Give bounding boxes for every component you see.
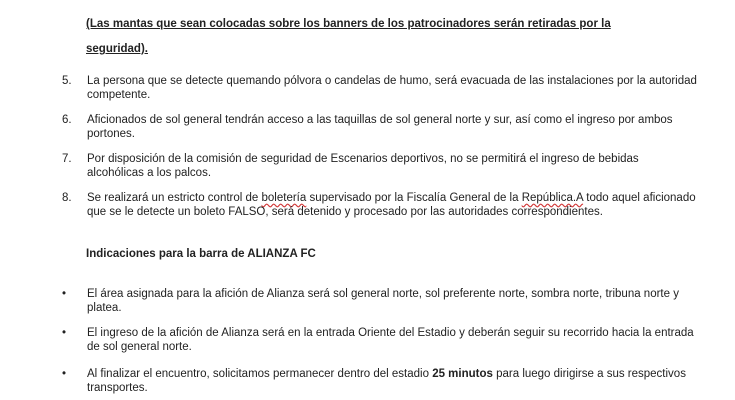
item-number: 5. — [62, 75, 72, 87]
spellcheck-word: boletería — [261, 192, 307, 204]
bullet-text: El ingreso de la afición de Alianza será en la entrada Oriente del Estadio y deberán seguir su recorrido hacia la entrada de sol general norte. — [87, 327, 694, 353]
spellcheck-word: República.A — [521, 192, 584, 204]
intro-line-1: (Las mantas que sean colocadas sobre los banners de los patrocinadores serán retiradas por la — [86, 18, 611, 30]
intro-note — [86, 12, 676, 62]
bullet-text-part: para luego dirigirse a sus respectivos transportes. — [87, 368, 686, 394]
bullet-symbol: • — [62, 327, 67, 339]
item-text: La persona que se detecte quemando pólvora o candelas de humo, será evacuada de las instalaciones por la autoridad competente. — [87, 75, 697, 101]
item-text-part: Se realizará un estricto control de — [87, 192, 262, 204]
item-text-part: supervisado por la Fiscalía General de la — [306, 192, 522, 204]
item-number: 6. — [62, 114, 72, 126]
bullet-text-part: Al finalizar el encuentro, solicitamos permanecer dentro del estadio — [87, 368, 433, 380]
intro-line-2: seguridad). — [86, 43, 148, 55]
item-text: Aficionados de sol general tendrán acceso a las taquillas de sol general norte y sur, así como el ingreso por ambos portones. — [87, 114, 673, 140]
emphasis-text: 25 minutos — [432, 368, 493, 380]
section-heading: Indicaciones para la barra de ALIANZA FC — [86, 248, 316, 260]
item-text — [87, 191, 697, 219]
item-number: 8. — [62, 192, 72, 204]
bullet-text — [87, 367, 697, 395]
bullet-symbol: • — [62, 288, 67, 300]
item-number: 7. — [62, 153, 72, 165]
bullet-text: El área asignada para la afición de Alianza será sol general norte, sol preferente norte, sombra norte, tribuna norte y platea. — [87, 288, 679, 314]
item-text: Por disposición de la comisión de seguridad de Escenarios deportivos, no se permitirá el ingreso de bebidas alcohólicas a los palcos. — [87, 153, 639, 179]
bullet-symbol: • — [62, 368, 67, 380]
item-text-part: todo aquel aficionado que se le detecte un boleto FALSO, será detenido y procesado por las autoridades correspondientes. — [87, 192, 696, 218]
